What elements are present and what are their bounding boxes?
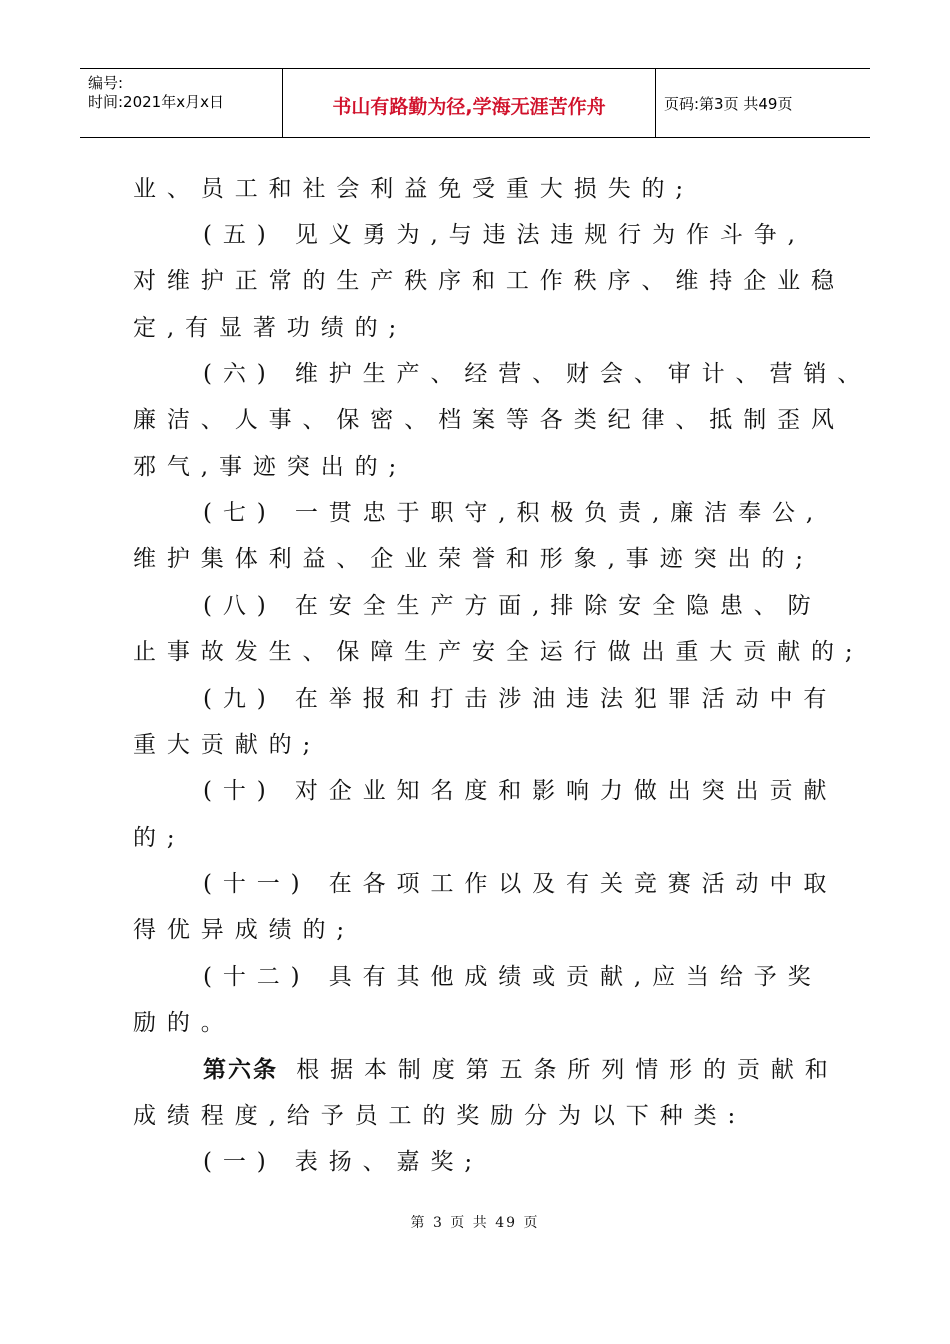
body-line: 维护集体利益、企业荣誉和形象,事迹突出的; xyxy=(133,546,814,572)
body-line: 对维护正常的生产秩序和工作秩序、维持企业稳 xyxy=(133,268,845,294)
body-line: 得优异成绩的; xyxy=(133,917,356,943)
body-line: (八) 在安全生产方面,排除安全隐患、防 xyxy=(203,593,822,619)
body-line: 邪气,事迹突出的; xyxy=(133,454,408,480)
document-time-label: 时间:2021年x月x日 xyxy=(88,93,224,111)
body-line: (六) 维护生产、经营、财会、审计、营销、 xyxy=(203,361,872,387)
header-page-number: 页码:第3页 共49页 xyxy=(664,95,793,113)
body-line: (五) 见义勇为,与违法违规行为作斗争, xyxy=(203,222,806,248)
header-motto: 书山有路勤为径,学海无涯苦作舟 xyxy=(332,96,606,118)
article-6-label: 第六条 xyxy=(203,1057,278,1083)
body-line: (七) 一贯忠于职守,积极负责,廉洁奉公, xyxy=(203,500,825,526)
body-line-text: 根据本制度第五条所列情形的贡献和 xyxy=(296,1057,839,1083)
body-line: 成绩程度,给予员工的奖励分为以下种类: xyxy=(133,1103,747,1129)
body-line: 重大贡献的; xyxy=(133,732,322,758)
article-6-line xyxy=(203,1055,839,1085)
body-line: 定,有显著功绩的; xyxy=(133,315,408,341)
page-footer: 第 3 页 共 49 页 xyxy=(410,1215,540,1231)
body-line: (十一) 在各项工作以及有关竞赛活动中取 xyxy=(203,871,838,897)
body-line: 业、员工和社会利益免受重大损失的; xyxy=(133,176,695,202)
body-line: (十二) 具有其他成绩或贡献,应当给予奖 xyxy=(203,964,822,990)
body-line: 止事故发生、保障生产安全运行做出重大贡献的; xyxy=(133,639,864,665)
body-line: (十) 对企业知名度和影响力做出突出贡献 xyxy=(203,778,838,804)
body-line: 廉洁、人事、保密、档案等各类纪律、抵制歪风 xyxy=(133,407,845,433)
body-line: (九) 在举报和打击涉油违法犯罪活动中有 xyxy=(203,686,838,712)
document-number-label: 编号: xyxy=(88,74,124,92)
body-line: (一) 表扬、嘉奖; xyxy=(203,1149,484,1175)
body-line: 的; xyxy=(133,825,186,851)
body-line: 励的。 xyxy=(133,1010,235,1036)
